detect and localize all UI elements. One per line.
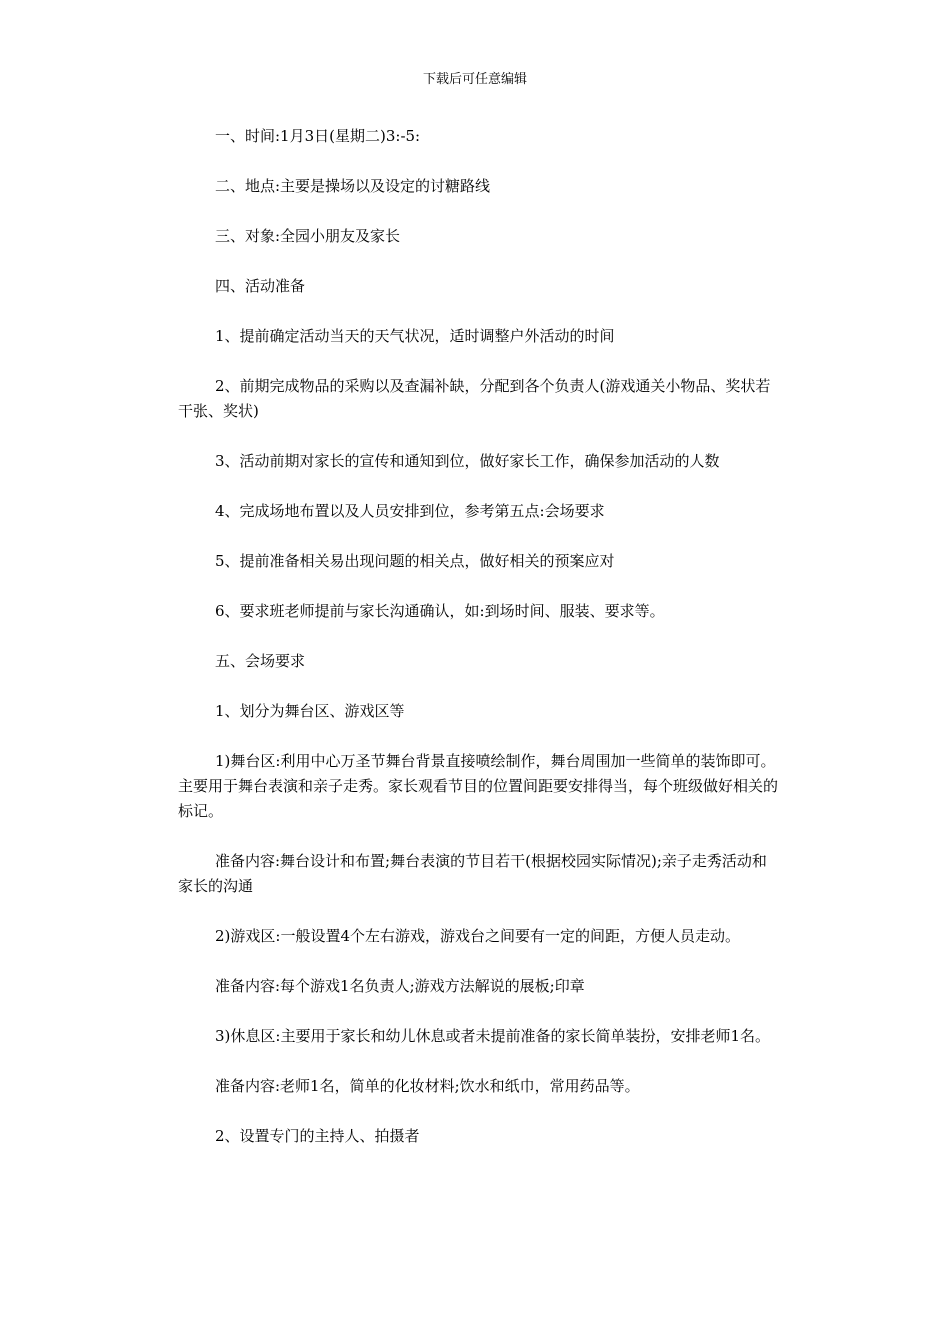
paragraph-location: 二、地点:主要是操场以及设定的讨糖路线 <box>215 177 491 195</box>
paragraph-game-preparation: 准备内容:每个游戏1名负责人;游戏方法解说的展板;印章 <box>215 977 585 995</box>
list-item: 5、提前准备相关易出现问题的相关点，做好相关的预案应对 <box>215 552 615 570</box>
list-item: 4、完成场地布置以及人员安排到位，参考第五点:会场要求 <box>215 502 605 520</box>
section-heading-venue: 五、会场要求 <box>215 652 306 670</box>
paragraph-rest-preparation: 准备内容:老师1名，简单的化妆材料;饮水和纸巾，常用药品等。 <box>215 1077 640 1095</box>
paragraph-rest-area: 3)休息区:主要用于家长和幼儿休息或者未提前准备的家长简单装扮，安排老师1名。 <box>215 1027 770 1045</box>
list-item: 1、提前确定活动当天的天气状况，适时调整户外活动的时间 <box>215 327 615 345</box>
paragraph-game-area: 2)游戏区:一般设置4个左右游戏，游戏台之间要有一定的间距，方便人员走动。 <box>215 927 740 945</box>
list-item: 6、要求班老师提前与家长沟通确认，如:到场时间、服装、要求等。 <box>215 602 665 620</box>
document-body <box>178 124 778 1174</box>
paragraph-audience: 三、对象:全园小朋友及家长 <box>215 227 401 245</box>
paragraph-time: 一、时间:1月3日(星期二)3:-5: <box>215 127 421 145</box>
list-item: 2、前期完成物品的采购以及查漏补缺，分配到各个负责人(游戏通关小物品、奖状若干张、奖状) <box>178 377 771 420</box>
page-header: 下载后可任意编辑 <box>422 72 527 87</box>
paragraph-stage-area: 1)舞台区:利用中心万圣节舞台背景直接喷绘制作，舞台周围加一些简单的装饰即可。主要用于舞台表演和亲子走秀。家长观看节目的位置间距要安排得当，每个班级做好相关的标记。 <box>178 752 779 820</box>
list-item: 2、设置专门的主持人、拍摄者 <box>215 1127 420 1145</box>
list-item: 1、划分为舞台区、游戏区等 <box>215 702 405 720</box>
paragraph-stage-preparation: 准备内容:舞台设计和布置;舞台表演的节目若干(根据校园实际情况);亲子走秀活动和家长的沟通 <box>178 852 767 895</box>
list-item: 3、活动前期对家长的宣传和通知到位，做好家长工作，确保参加活动的人数 <box>215 452 720 470</box>
section-heading-preparation: 四、活动准备 <box>215 277 306 295</box>
